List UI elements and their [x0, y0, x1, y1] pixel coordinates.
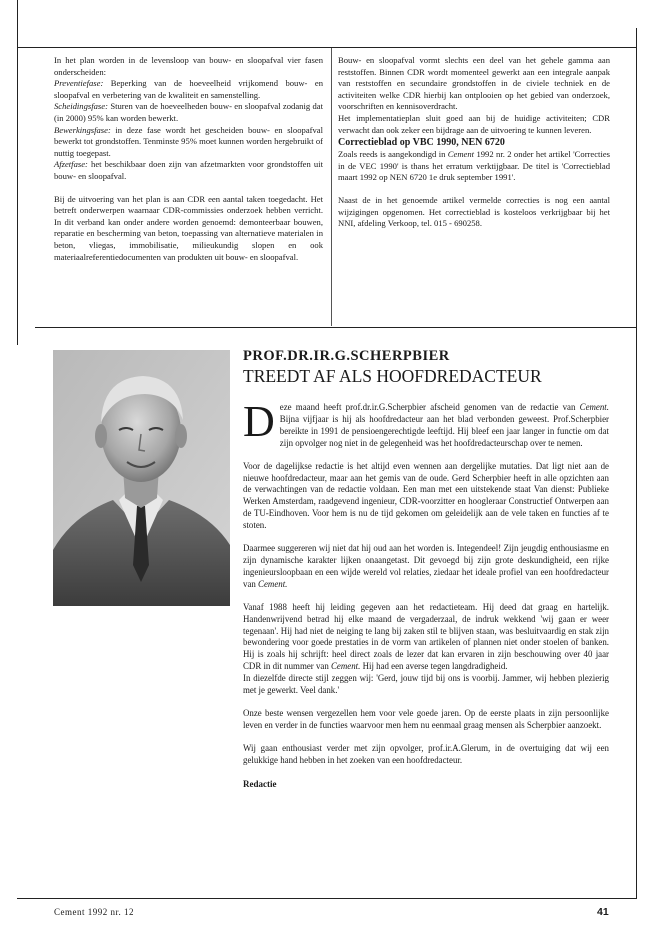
right-column — [338, 55, 610, 230]
phase-text: het beschikbaar doen zijn van afzetmarkten voor grondstoffen uit bouw- en sloopafval. — [54, 159, 323, 181]
vertical-rule-left — [17, 0, 18, 345]
column-divider — [331, 48, 332, 326]
phase-term: Preventiefase: — [54, 78, 104, 89]
signature: Redactie — [243, 778, 277, 789]
portrait-photo — [53, 350, 230, 606]
page-number: 41 — [597, 906, 609, 918]
text-run: Hij had een averse tegen langdradigheid. — [360, 661, 508, 672]
top-rule — [17, 47, 637, 48]
text-run: Zoals reeds is aangekondigd in — [338, 149, 448, 160]
section-heading: Correctieblad op VBC 1990, NEN 6720 — [338, 137, 505, 149]
phase-term: Bewerkingsfase: — [54, 124, 111, 135]
body-paragraph: Voor de dagelijkse redactie is het altijd even wennen aan dergelijke mutaties. Dat ligt niet aan de nieuwe hoofdredacteur, maar aan het gemis van de oude. Gerd Scherpbier heeft in alle opzichten aan de verwachtingen van de redactie voldaan. Een man met een uitstekende staat Van dienst: Publieke Werken Amsterdam, raadgevend ingenieur, CDR-voorzitter en hoogleraar Constructief Ontwerpen aan de TU-Eindhoven. Voor hem is nu de tijd gekomen om geleidelijk aan de vele taken en functies af te stoten. — [243, 460, 609, 531]
bottom-rule — [17, 898, 637, 899]
phase-text: Sturen van de hoeveelheden bouw- en sloopafval zodanig dat (in 2000) 95% kan worden bewerkt. — [54, 101, 323, 123]
body-paragraph: Naast de in het genoemde artikel vermelde correcties is nog een aantal wijzigingen opgenomen. Het correctieblad is kosteloos verkrijgbaar bij het NNI, afdeling Verkoop, tel. 015 - 690258. — [338, 194, 610, 229]
text-run: Daarmee suggereren wij niet dat hij oud aan het worden is. Integendeel! Zijn jeugdig enthousiasme en zijn dynamische karakter lijken onaangetast. Dit gevoegd bij zijn grote deskundigheid, een rijke ingenieursloopbaan en een wijde wereld vol relaties, ziedaar het ideale profiel van een hoofdredacteur van — [243, 543, 609, 589]
body-paragraph: Onze beste wensen vergezellen hem voor vele goede jaren. Op de eerste plaats in zijn persoonlijke leven en verder in de functies waarvoor men hem nu eenmaal graag mensen als Scherpbier aanzoekt. — [243, 707, 609, 730]
vertical-rule-right — [636, 28, 637, 898]
left-column — [54, 55, 323, 263]
phase-text: in deze fase wordt het gescheiden bouw- en sloopafval bewerkt tot grondstoffen. Tenminste 95% moet kunnen worden hergebruikt of nuttig toegepast. — [54, 124, 323, 158]
body-paragraph — [243, 543, 609, 591]
body-paragraph: Bij de uitvoering van het plan is aan CDR een aantal taken toegedacht. Het betreft onderwerpen waarnaar CDR-commissies onderzoek hebben verricht. In dit verband kan onder andere worden genoemd: demonteerbaar bouwen, reparatie en bescherming van beton, toepassing van alternatieve materialen in beton, vliegas, immobilisatie, milieukundig slopen en ook materiaalreferentiedocumenten van produkten uit bouw- en sloopafval. — [54, 193, 323, 262]
section-divider — [35, 327, 637, 328]
phase-term: Scheidingsfase: — [54, 101, 108, 112]
body-paragraph: Wij gaan enthousiast verder met zijn opvolger, prof.ir.A.Glerum, in de overtuiging dat wij een gelukkige hand hebben in het zoeken van een hoofdredacteur. — [243, 742, 609, 765]
journal-name: Cement — [447, 149, 475, 160]
body-paragraph — [243, 602, 609, 673]
intro-paragraph: In het plan worden in de levensloop van bouw- en sloopafval vier fasen onderscheiden: — [54, 55, 323, 77]
text-run: eze maand heeft prof.dr.ir.G.Scherpbier afscheid genomen van de redactie van — [279, 402, 580, 412]
journal-name: Cement. — [579, 402, 609, 412]
body-paragraph: Het implementatieplan sluit goed aan bij de huidige activiteiten; CDR verwacht dan ook zeker een bijdrage aan de uitvoering te kunnen leveren. — [338, 112, 610, 135]
text-run: Bijna vijfjaar is hij als hoofdredacteur aan het blad verbonden geweest. Prof.Scherpbier bereikte in 1991 de pensioengerechtigde leeftijd. Hij bleef een jaar langer in functie om dat zijn opvolger nog niet in de gelegenheid was het hoofdredacteurschap over te nemen. — [279, 413, 609, 448]
phase-item — [54, 125, 323, 160]
drop-cap: D — [243, 397, 275, 446]
phase-item — [54, 101, 323, 124]
phase-term: Afzetfase: — [54, 159, 88, 170]
article-kicker: PROF.DR.IR.G.SCHERPBIER — [243, 348, 450, 364]
lead-paragraph — [243, 397, 609, 450]
article-body — [243, 397, 609, 790]
text-run: 1992 nr. 2 onder het artikel 'Correcties in de VEC 1990' is thans het erratum verktijgbaar. De titel is 'Correctieblad maart 1992 op NEN 6720 1e druk september 1991'. — [338, 149, 610, 183]
body-paragraph — [338, 149, 610, 184]
phase-item — [54, 78, 323, 101]
article-headline: TREEDT AF ALS HOOFDREDACTEUR — [243, 366, 542, 386]
body-paragraph: Bouw- en sloopafval vormt slechts een deel van het gehele gamma aan reststoffen. Binnen CDR wordt momenteel gewerkt aan een integrale aanpak van reststoffen en secundaire grondstoffen in de civiele techniek en de activiteiten welke CDR hierbij kan ontplooien op het gebied van onderzoek, voorschriften en kennisoverdracht. — [338, 55, 610, 112]
phase-item — [54, 159, 323, 182]
text-run: Vanaf 1988 heeft hij leiding gegeven aan het redactieteam. Hij deed dat graag en hartelijk. Handenwrijvend betrad hij elke maand de vergaderzaal, de indruk wekkend 'wij gaan er weer tegenaan'. Hij had niet de neiging te lang bij zaken stil te blijven staan, was besluitvaardig en stak zijn bewondering voor goede prestaties in de vorm van artikelen of plannen niet onder stoelen of banken. Hij is zoals hij schrijft: heel direct zoals de lezer dat kan ervaren in zijn beschouwing over 40 jaar CDR in dit nummer van — [243, 601, 609, 672]
footer-journal: Cement 1992 nr. 12 — [54, 907, 134, 917]
journal-name: Cement. — [258, 578, 288, 589]
phase-text: Beperking van de hoeveelheid vrijkomend bouw- en sloopafval en verbetering van de kwaliteit en samenstelling. — [54, 78, 323, 100]
journal-name: Cement. — [331, 661, 361, 672]
body-paragraph: In diezelfde directe stijl zeggen wij: 'Gerd, jouw tijd bij ons is voorbij. Jammer, wij hebben plezierig met je gewerkt. Veel dank.' — [243, 673, 609, 696]
